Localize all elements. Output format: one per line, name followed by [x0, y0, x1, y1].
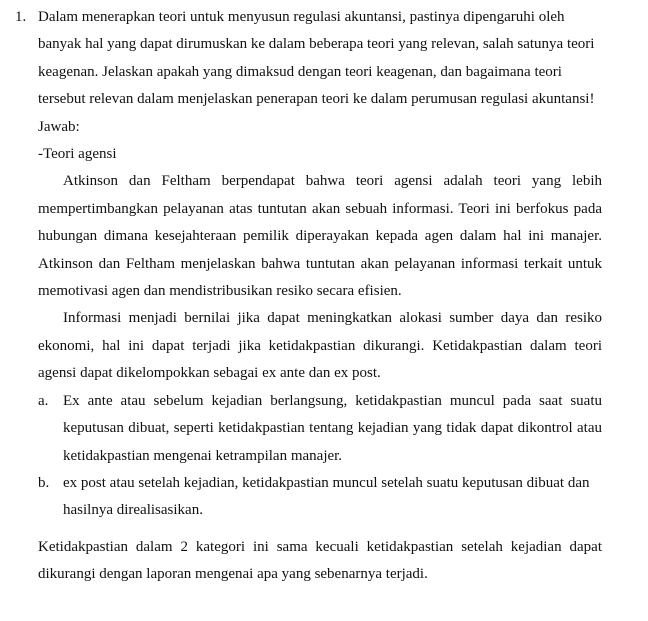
answer-label: Jawab: — [38, 118, 80, 135]
answer-paragraph-2: Informasi menjadi bernilai jika dapat meningkatkan alokasi sumber daya dan resiko ekonomi, hal ini dapat terjadi jika ketidakpastian dikurangi. Ketidakpastian dalam teori agensi dapat dikelompokkan sebagai ex ante dan ex post. — [38, 310, 602, 382]
question-number: 1. — [15, 9, 27, 25]
answer-paragraph-1: Atkinson dan Feltham berpendapat bahwa teori agensi adalah teori yang lebih mempertimbangkan pelayanan atas tuntutan akan sebuah informasi. Teori ini berfokus pada hubungan dimana kesejahteraan pemilik diperayakan kepada agen dalam hal ini manajer. Atkinson dan Feltham menjelaskan bahwa tuntutan akan pelayanan informasi terkait untuk memotivasi agen dan mendistribusikan resiko secara efisien. — [38, 173, 602, 300]
list-item-text: Ex ante atau sebelum kejadian berlangsung, ketidakpastian muncul pada saat suatu keputusan dibuat, seperti ketidakpastian tentang kejadian yang tidak dapat dikontrol atau ketidakpastian mengenai ketrampilan manajer. — [63, 392, 602, 464]
list-item-text: ex post atau setelah kejadian, ketidakpastian muncul setelah suatu keputusan dibuat dan hasilnya direalisasikan. — [63, 474, 590, 519]
list-item-b — [38, 470, 602, 525]
spacer — [0, 525, 648, 534]
question-text: Dalam menerapkan teori untuk menyusun regulasi akuntansi, pastinya dipengaruhi oleh banyak hal yang dapat dirumuskan ke dalam beberapa teori yang relevan, salah satunya teori keagenan. Jelaskan apakah yang dimaksud dengan teori keagenan, dan bagaimana teori tersebut relevan dalam menjelaskan penerapan teori ke dalam perumusan regulasi akuntansi! — [38, 9, 595, 108]
list-marker: b. — [38, 474, 50, 491]
list-item-a — [38, 388, 602, 470]
question-item — [15, 4, 602, 114]
conclusion-paragraph: Ketidakpastian dalam 2 kategori ini sama kecuali ketidakpastian setelah kejadian dapat dikurangi dengan laporan mengenai apa yang sebenarnya terjadi. — [38, 538, 602, 583]
list-marker: a. — [38, 392, 49, 409]
answer-heading: -Teori agensi — [38, 146, 117, 163]
document-page — [0, 4, 648, 589]
